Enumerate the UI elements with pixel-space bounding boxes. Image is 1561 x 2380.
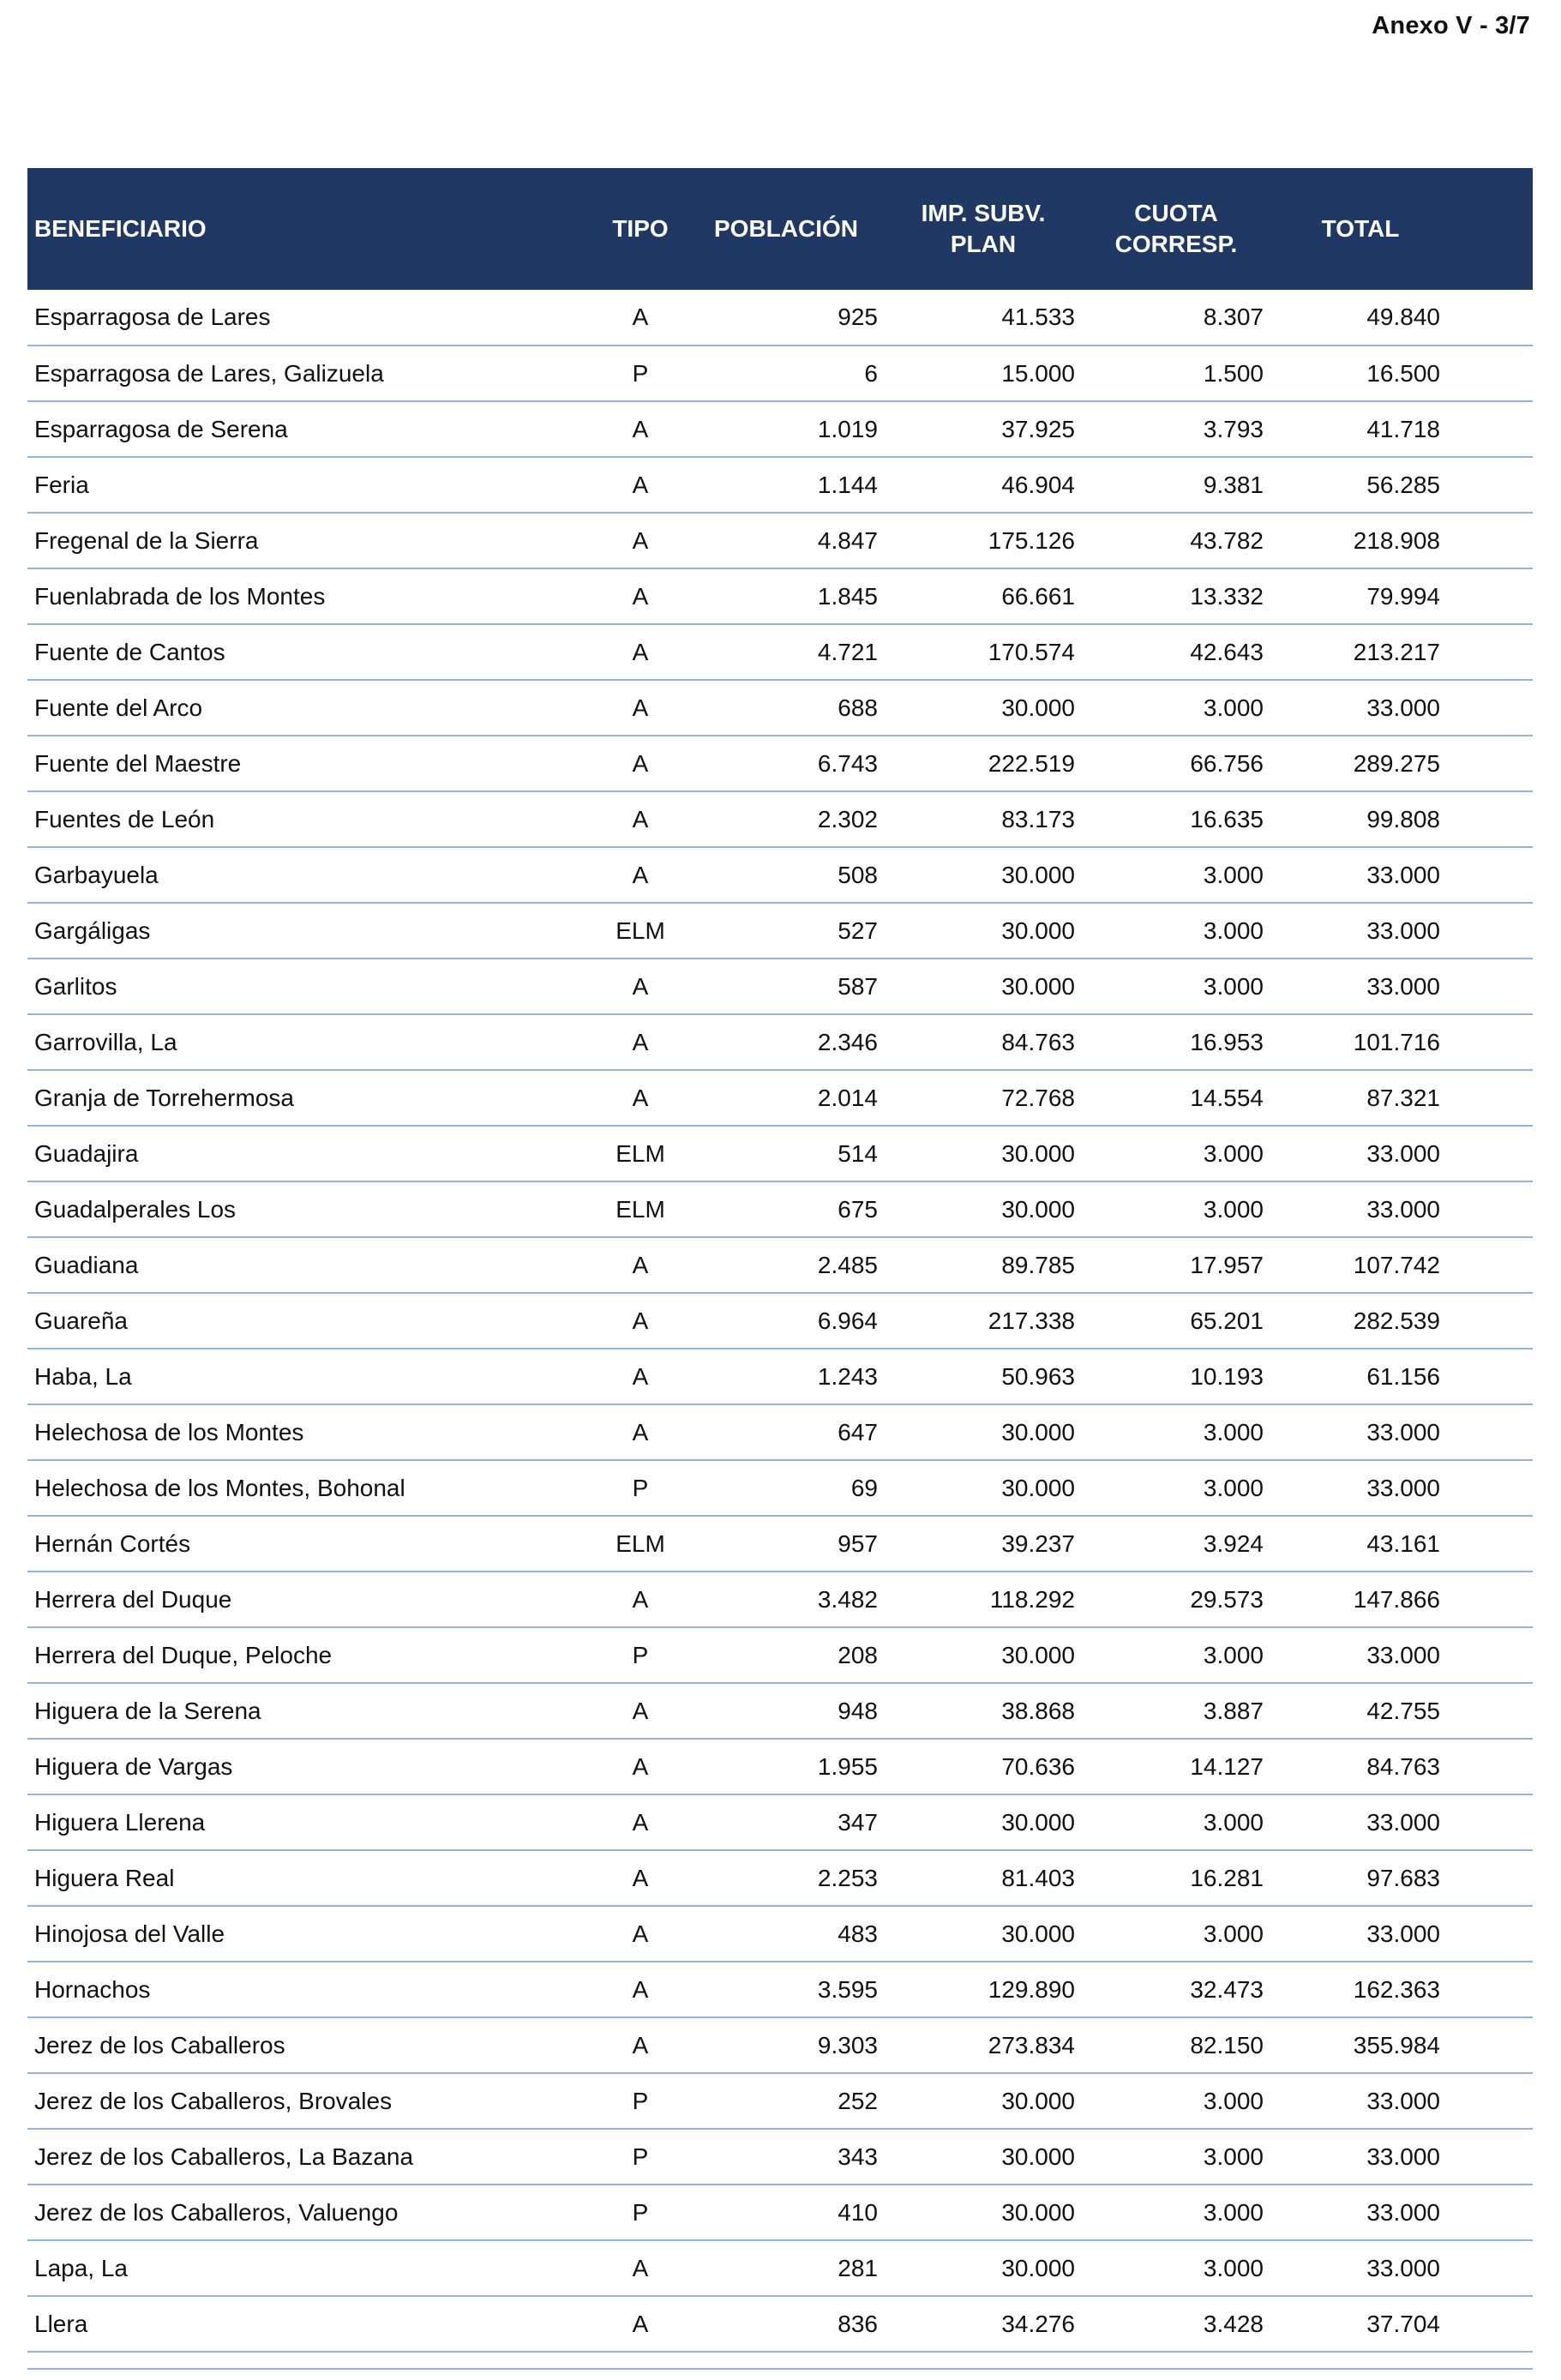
cell-tipo: A [593,457,687,513]
cell-imp_subv_plan: 34.276 [885,2296,1082,2352]
cell-poblacion: 2.302 [687,791,885,847]
table-row [27,1683,1533,1739]
cell-poblacion: 4.721 [687,624,885,680]
table-row [27,2185,1533,2240]
cell-imp_subv_plan: 175.126 [885,513,1082,568]
cell-cuota_corresp: 3.428 [1082,2296,1270,2352]
cell-cuota_corresp: 32.473 [1082,1962,1270,2017]
cell-total: 33.000 [1270,2185,1533,2240]
cell-tipo: ELM [593,903,687,959]
cell-total: 33.000 [1270,1126,1533,1181]
cell-tipo: P [593,2129,687,2185]
cell-poblacion: 410 [687,2185,885,2240]
cell-total: 56.285 [1270,457,1533,513]
cell-cuota_corresp: 3.000 [1082,959,1270,1014]
cell-cuota_corresp: 3.000 [1082,1404,1270,1460]
cell-beneficiario: Garrovilla, La [27,1014,593,1070]
col-header-tipo: TIPO [593,168,687,290]
table-row [27,1349,1533,1404]
cell-beneficiario: Llera [27,2296,593,2352]
cell-cuota_corresp: 3.924 [1082,1516,1270,1572]
cell-cuota_corresp: 3.000 [1082,2073,1270,2129]
cell-imp_subv_plan: 83.173 [885,791,1082,847]
table-row [27,513,1533,568]
table-bottom-border [27,2368,1533,2370]
cell-total: 33.000 [1270,1794,1533,1850]
table-row [27,2296,1533,2352]
cell-poblacion: 925 [687,290,885,346]
cell-total: 33.000 [1270,2129,1533,2185]
cell-beneficiario: Higuera de Vargas [27,1739,593,1794]
table-header-row [27,168,1533,290]
cell-tipo: A [593,1293,687,1349]
cell-total: 42.755 [1270,1683,1533,1739]
cell-poblacion: 69 [687,1460,885,1516]
table-row [27,1460,1533,1516]
cell-cuota_corresp: 82.150 [1082,2017,1270,2073]
table-row [27,346,1533,401]
cell-total: 99.808 [1270,791,1533,847]
cell-tipo: A [593,1404,687,1460]
cell-poblacion: 2.485 [687,1237,885,1293]
cell-imp_subv_plan: 273.834 [885,2017,1082,2073]
cell-cuota_corresp: 3.793 [1082,401,1270,457]
table-row [27,1739,1533,1794]
table-row [27,736,1533,791]
cell-tipo: A [593,1237,687,1293]
cell-beneficiario: Fuentes de León [27,791,593,847]
cell-beneficiario: Helechosa de los Montes, Bohonal [27,1460,593,1516]
cell-cuota_corresp: 1.500 [1082,346,1270,401]
cell-imp_subv_plan: 15.000 [885,346,1082,401]
cell-poblacion: 483 [687,1906,885,1962]
beneficiaries-table [27,168,1533,2370]
cell-imp_subv_plan: 30.000 [885,1794,1082,1850]
cell-imp_subv_plan: 30.000 [885,680,1082,736]
col-header-poblacion: POBLACIÓN [687,168,885,290]
table-row [27,1404,1533,1460]
cell-cuota_corresp: 16.281 [1082,1850,1270,1906]
cell-imp_subv_plan: 81.403 [885,1850,1082,1906]
cell-imp_subv_plan: 66.661 [885,568,1082,624]
cell-beneficiario: Esparragosa de Lares [27,290,593,346]
table-row [27,1516,1533,1572]
cell-cuota_corresp: 17.957 [1082,1237,1270,1293]
cell-tipo: A [593,1906,687,1962]
cell-poblacion: 1.243 [687,1349,885,1404]
cell-cuota_corresp: 3.000 [1082,1126,1270,1181]
cell-tipo: P [593,1460,687,1516]
cell-imp_subv_plan: 89.785 [885,1237,1082,1293]
cell-beneficiario: Jerez de los Caballeros, La Bazana [27,2129,593,2185]
cell-imp_subv_plan: 222.519 [885,736,1082,791]
cell-cuota_corresp: 14.127 [1082,1739,1270,1794]
cell-cuota_corresp: 16.953 [1082,1014,1270,1070]
cell-total: 33.000 [1270,2073,1533,2129]
cell-imp_subv_plan: 30.000 [885,903,1082,959]
cell-tipo: A [593,1739,687,1794]
cell-imp_subv_plan: 30.000 [885,1181,1082,1237]
cell-beneficiario: Fuente del Arco [27,680,593,736]
cell-tipo: A [593,791,687,847]
cell-imp_subv_plan: 118.292 [885,1572,1082,1627]
cell-tipo: P [593,2185,687,2240]
table-row [27,2240,1533,2296]
cell-total: 33.000 [1270,959,1533,1014]
cell-total: 84.763 [1270,1739,1533,1794]
cell-poblacion: 6.743 [687,736,885,791]
table-row [27,1962,1533,2017]
cell-tipo: P [593,2073,687,2129]
table-row [27,401,1533,457]
cell-beneficiario: Jerez de los Caballeros, Brovales [27,2073,593,2129]
cell-cuota_corresp: 3.887 [1082,1683,1270,1739]
cell-total: 33.000 [1270,1460,1533,1516]
table-row [27,568,1533,624]
cell-poblacion: 2.014 [687,1070,885,1126]
cell-beneficiario: Fuente de Cantos [27,624,593,680]
cell-tipo: ELM [593,1181,687,1237]
cell-tipo: A [593,1962,687,2017]
cell-cuota_corresp: 9.381 [1082,457,1270,513]
cell-beneficiario: Esparragosa de Lares, Galizuela [27,346,593,401]
cell-cuota_corresp: 65.201 [1082,1293,1270,1349]
cell-poblacion: 836 [687,2296,885,2352]
cell-cuota_corresp: 3.000 [1082,2129,1270,2185]
cell-cuota_corresp: 3.000 [1082,903,1270,959]
cell-beneficiario: Garbayuela [27,847,593,903]
cell-beneficiario: Lapa, La [27,2240,593,2296]
cell-imp_subv_plan: 50.963 [885,1349,1082,1404]
cell-poblacion: 9.303 [687,2017,885,2073]
cell-tipo: A [593,401,687,457]
cell-tipo: A [593,2240,687,2296]
cell-tipo: A [593,959,687,1014]
cell-poblacion: 3.595 [687,1962,885,2017]
cell-cuota_corresp: 16.635 [1082,791,1270,847]
cell-imp_subv_plan: 30.000 [885,2185,1082,2240]
cell-beneficiario: Fuenlabrada de los Montes [27,568,593,624]
cell-poblacion: 508 [687,847,885,903]
cell-poblacion: 343 [687,2129,885,2185]
cell-poblacion: 6.964 [687,1293,885,1349]
cell-tipo: A [593,680,687,736]
cell-poblacion: 1.845 [687,568,885,624]
cell-beneficiario: Guareña [27,1293,593,1349]
table-row [27,2073,1533,2129]
cell-total: 162.363 [1270,1962,1533,2017]
cell-beneficiario: Higuera de la Serena [27,1683,593,1739]
cell-beneficiario: Higuera Llerena [27,1794,593,1850]
cell-cuota_corresp: 3.000 [1082,1627,1270,1683]
cell-total: 282.539 [1270,1293,1533,1349]
cell-beneficiario: Garlitos [27,959,593,1014]
annex-page-label: Anexo V - 3/7 [1372,12,1530,39]
cell-cuota_corresp: 3.000 [1082,680,1270,736]
cell-total: 33.000 [1270,903,1533,959]
cell-poblacion: 675 [687,1181,885,1237]
cell-cuota_corresp: 3.000 [1082,2240,1270,2296]
cell-poblacion: 1.019 [687,401,885,457]
cell-tipo: A [593,624,687,680]
cell-total: 33.000 [1270,847,1533,903]
cell-poblacion: 2.346 [687,1014,885,1070]
cell-total: 87.321 [1270,1070,1533,1126]
cell-imp_subv_plan: 84.763 [885,1014,1082,1070]
cell-imp_subv_plan: 37.925 [885,401,1082,457]
cell-tipo: A [593,2017,687,2073]
cell-total: 41.718 [1270,401,1533,457]
table-row [27,2017,1533,2073]
table-row [27,1906,1533,1962]
cell-tipo: A [593,513,687,568]
cell-poblacion: 957 [687,1516,885,1572]
cell-imp_subv_plan: 30.000 [885,2240,1082,2296]
cell-poblacion: 347 [687,1794,885,1850]
cell-imp_subv_plan: 30.000 [885,959,1082,1014]
cell-total: 33.000 [1270,1181,1533,1237]
cell-imp_subv_plan: 30.000 [885,1404,1082,1460]
cell-imp_subv_plan: 30.000 [885,1126,1082,1181]
cell-tipo: A [593,847,687,903]
cell-cuota_corresp: 3.000 [1082,847,1270,903]
cell-tipo: A [593,1794,687,1850]
cell-total: 49.840 [1270,290,1533,346]
cell-total: 355.984 [1270,2017,1533,2073]
cell-poblacion: 527 [687,903,885,959]
cell-cuota_corresp: 43.782 [1082,513,1270,568]
cell-total: 97.683 [1270,1850,1533,1906]
cell-imp_subv_plan: 30.000 [885,1627,1082,1683]
cell-cuota_corresp: 8.307 [1082,290,1270,346]
cell-tipo: P [593,1627,687,1683]
cell-total: 33.000 [1270,1404,1533,1460]
table-row [27,2129,1533,2185]
cell-beneficiario: Granja de Torrehermosa [27,1070,593,1126]
cell-imp_subv_plan: 30.000 [885,847,1082,903]
cell-tipo: A [593,1070,687,1126]
cell-beneficiario: Guadalperales Los [27,1181,593,1237]
table-row [27,791,1533,847]
cell-total: 16.500 [1270,346,1533,401]
table-row [27,290,1533,346]
cell-tipo: A [593,736,687,791]
table-header [27,168,1533,290]
cell-imp_subv_plan: 41.533 [885,290,1082,346]
cell-imp_subv_plan: 38.868 [885,1683,1082,1739]
cell-beneficiario: Herrera del Duque, Peloche [27,1627,593,1683]
cell-cuota_corresp: 3.000 [1082,1181,1270,1237]
cell-tipo: A [593,1850,687,1906]
cell-imp_subv_plan: 30.000 [885,1460,1082,1516]
cell-imp_subv_plan: 39.237 [885,1516,1082,1572]
cell-cuota_corresp: 3.000 [1082,1794,1270,1850]
cell-beneficiario: Herrera del Duque [27,1572,593,1627]
cell-total: 33.000 [1270,1627,1533,1683]
cell-imp_subv_plan: 129.890 [885,1962,1082,2017]
cell-cuota_corresp: 3.000 [1082,2185,1270,2240]
cell-beneficiario: Jerez de los Caballeros [27,2017,593,2073]
cell-tipo: ELM [593,1516,687,1572]
cell-tipo: A [593,290,687,346]
cell-beneficiario: Fregenal de la Sierra [27,513,593,568]
cell-total: 33.000 [1270,680,1533,736]
beneficiaries-table-grid [27,168,1533,2353]
cell-total: 43.161 [1270,1516,1533,1572]
cell-tipo: A [593,1014,687,1070]
cell-imp_subv_plan: 70.636 [885,1739,1082,1794]
cell-poblacion: 2.253 [687,1850,885,1906]
cell-imp_subv_plan: 30.000 [885,2073,1082,2129]
cell-poblacion: 6 [687,346,885,401]
table-row [27,457,1533,513]
cell-poblacion: 948 [687,1683,885,1739]
cell-poblacion: 647 [687,1404,885,1460]
table-row [27,1181,1533,1237]
cell-beneficiario: Guadiana [27,1237,593,1293]
cell-beneficiario: Hinojosa del Valle [27,1906,593,1962]
table-row [27,903,1533,959]
cell-total: 61.156 [1270,1349,1533,1404]
cell-tipo: P [593,346,687,401]
cell-beneficiario: Hornachos [27,1962,593,2017]
cell-tipo: ELM [593,1126,687,1181]
cell-beneficiario: Fuente del Maestre [27,736,593,791]
table-row [27,1126,1533,1181]
table-row [27,1014,1533,1070]
col-header-total: TOTAL [1270,168,1533,290]
cell-cuota_corresp: 14.554 [1082,1070,1270,1126]
cell-total: 79.994 [1270,568,1533,624]
cell-beneficiario: Feria [27,457,593,513]
cell-total: 218.908 [1270,513,1533,568]
cell-imp_subv_plan: 72.768 [885,1070,1082,1126]
cell-total: 147.866 [1270,1572,1533,1627]
cell-poblacion: 514 [687,1126,885,1181]
cell-cuota_corresp: 29.573 [1082,1572,1270,1627]
cell-total: 101.716 [1270,1014,1533,1070]
cell-poblacion: 252 [687,2073,885,2129]
cell-poblacion: 587 [687,959,885,1014]
cell-imp_subv_plan: 30.000 [885,2129,1082,2185]
cell-poblacion: 4.847 [687,513,885,568]
cell-tipo: A [593,568,687,624]
cell-poblacion: 281 [687,2240,885,2296]
cell-cuota_corresp: 10.193 [1082,1349,1270,1404]
cell-total: 289.275 [1270,736,1533,791]
cell-cuota_corresp: 42.643 [1082,624,1270,680]
cell-tipo: A [593,1683,687,1739]
cell-cuota_corresp: 13.332 [1082,568,1270,624]
table-body [27,290,1533,2352]
cell-poblacion: 1.955 [687,1739,885,1794]
cell-beneficiario: Higuera Real [27,1850,593,1906]
cell-poblacion: 688 [687,680,885,736]
cell-poblacion: 3.482 [687,1572,885,1627]
table-row [27,1293,1533,1349]
cell-total: 37.704 [1270,2296,1533,2352]
cell-total: 33.000 [1270,1906,1533,1962]
cell-total: 33.000 [1270,2240,1533,2296]
cell-beneficiario: Haba, La [27,1349,593,1404]
table-row [27,1627,1533,1683]
table-row [27,1572,1533,1627]
cell-cuota_corresp: 3.000 [1082,1906,1270,1962]
cell-beneficiario: Gargáligas [27,903,593,959]
col-header-beneficiario: BENEFICIARIO [27,168,593,290]
cell-total: 107.742 [1270,1237,1533,1293]
table-row [27,1237,1533,1293]
cell-beneficiario: Hernán Cortés [27,1516,593,1572]
col-header-cuota-corresp: CUOTA CORRESP. [1082,168,1270,290]
table-row [27,1850,1533,1906]
cell-tipo: A [593,1572,687,1627]
col-header-imp-subv-plan: IMP. SUBV. PLAN [885,168,1082,290]
cell-poblacion: 208 [687,1627,885,1683]
cell-imp_subv_plan: 217.338 [885,1293,1082,1349]
cell-beneficiario: Guadajira [27,1126,593,1181]
cell-imp_subv_plan: 30.000 [885,1906,1082,1962]
cell-tipo: A [593,1349,687,1404]
table-row [27,847,1533,903]
cell-poblacion: 1.144 [687,457,885,513]
cell-beneficiario: Jerez de los Caballeros, Valuengo [27,2185,593,2240]
cell-imp_subv_plan: 170.574 [885,624,1082,680]
table-row [27,1794,1533,1850]
cell-total: 213.217 [1270,624,1533,680]
cell-tipo: A [593,2296,687,2352]
cell-imp_subv_plan: 46.904 [885,457,1082,513]
table-row [27,624,1533,680]
cell-cuota_corresp: 3.000 [1082,1460,1270,1516]
table-row [27,680,1533,736]
table-row [27,1070,1533,1126]
table-row [27,959,1533,1014]
cell-cuota_corresp: 66.756 [1082,736,1270,791]
cell-beneficiario: Esparragosa de Serena [27,401,593,457]
cell-beneficiario: Helechosa de los Montes [27,1404,593,1460]
